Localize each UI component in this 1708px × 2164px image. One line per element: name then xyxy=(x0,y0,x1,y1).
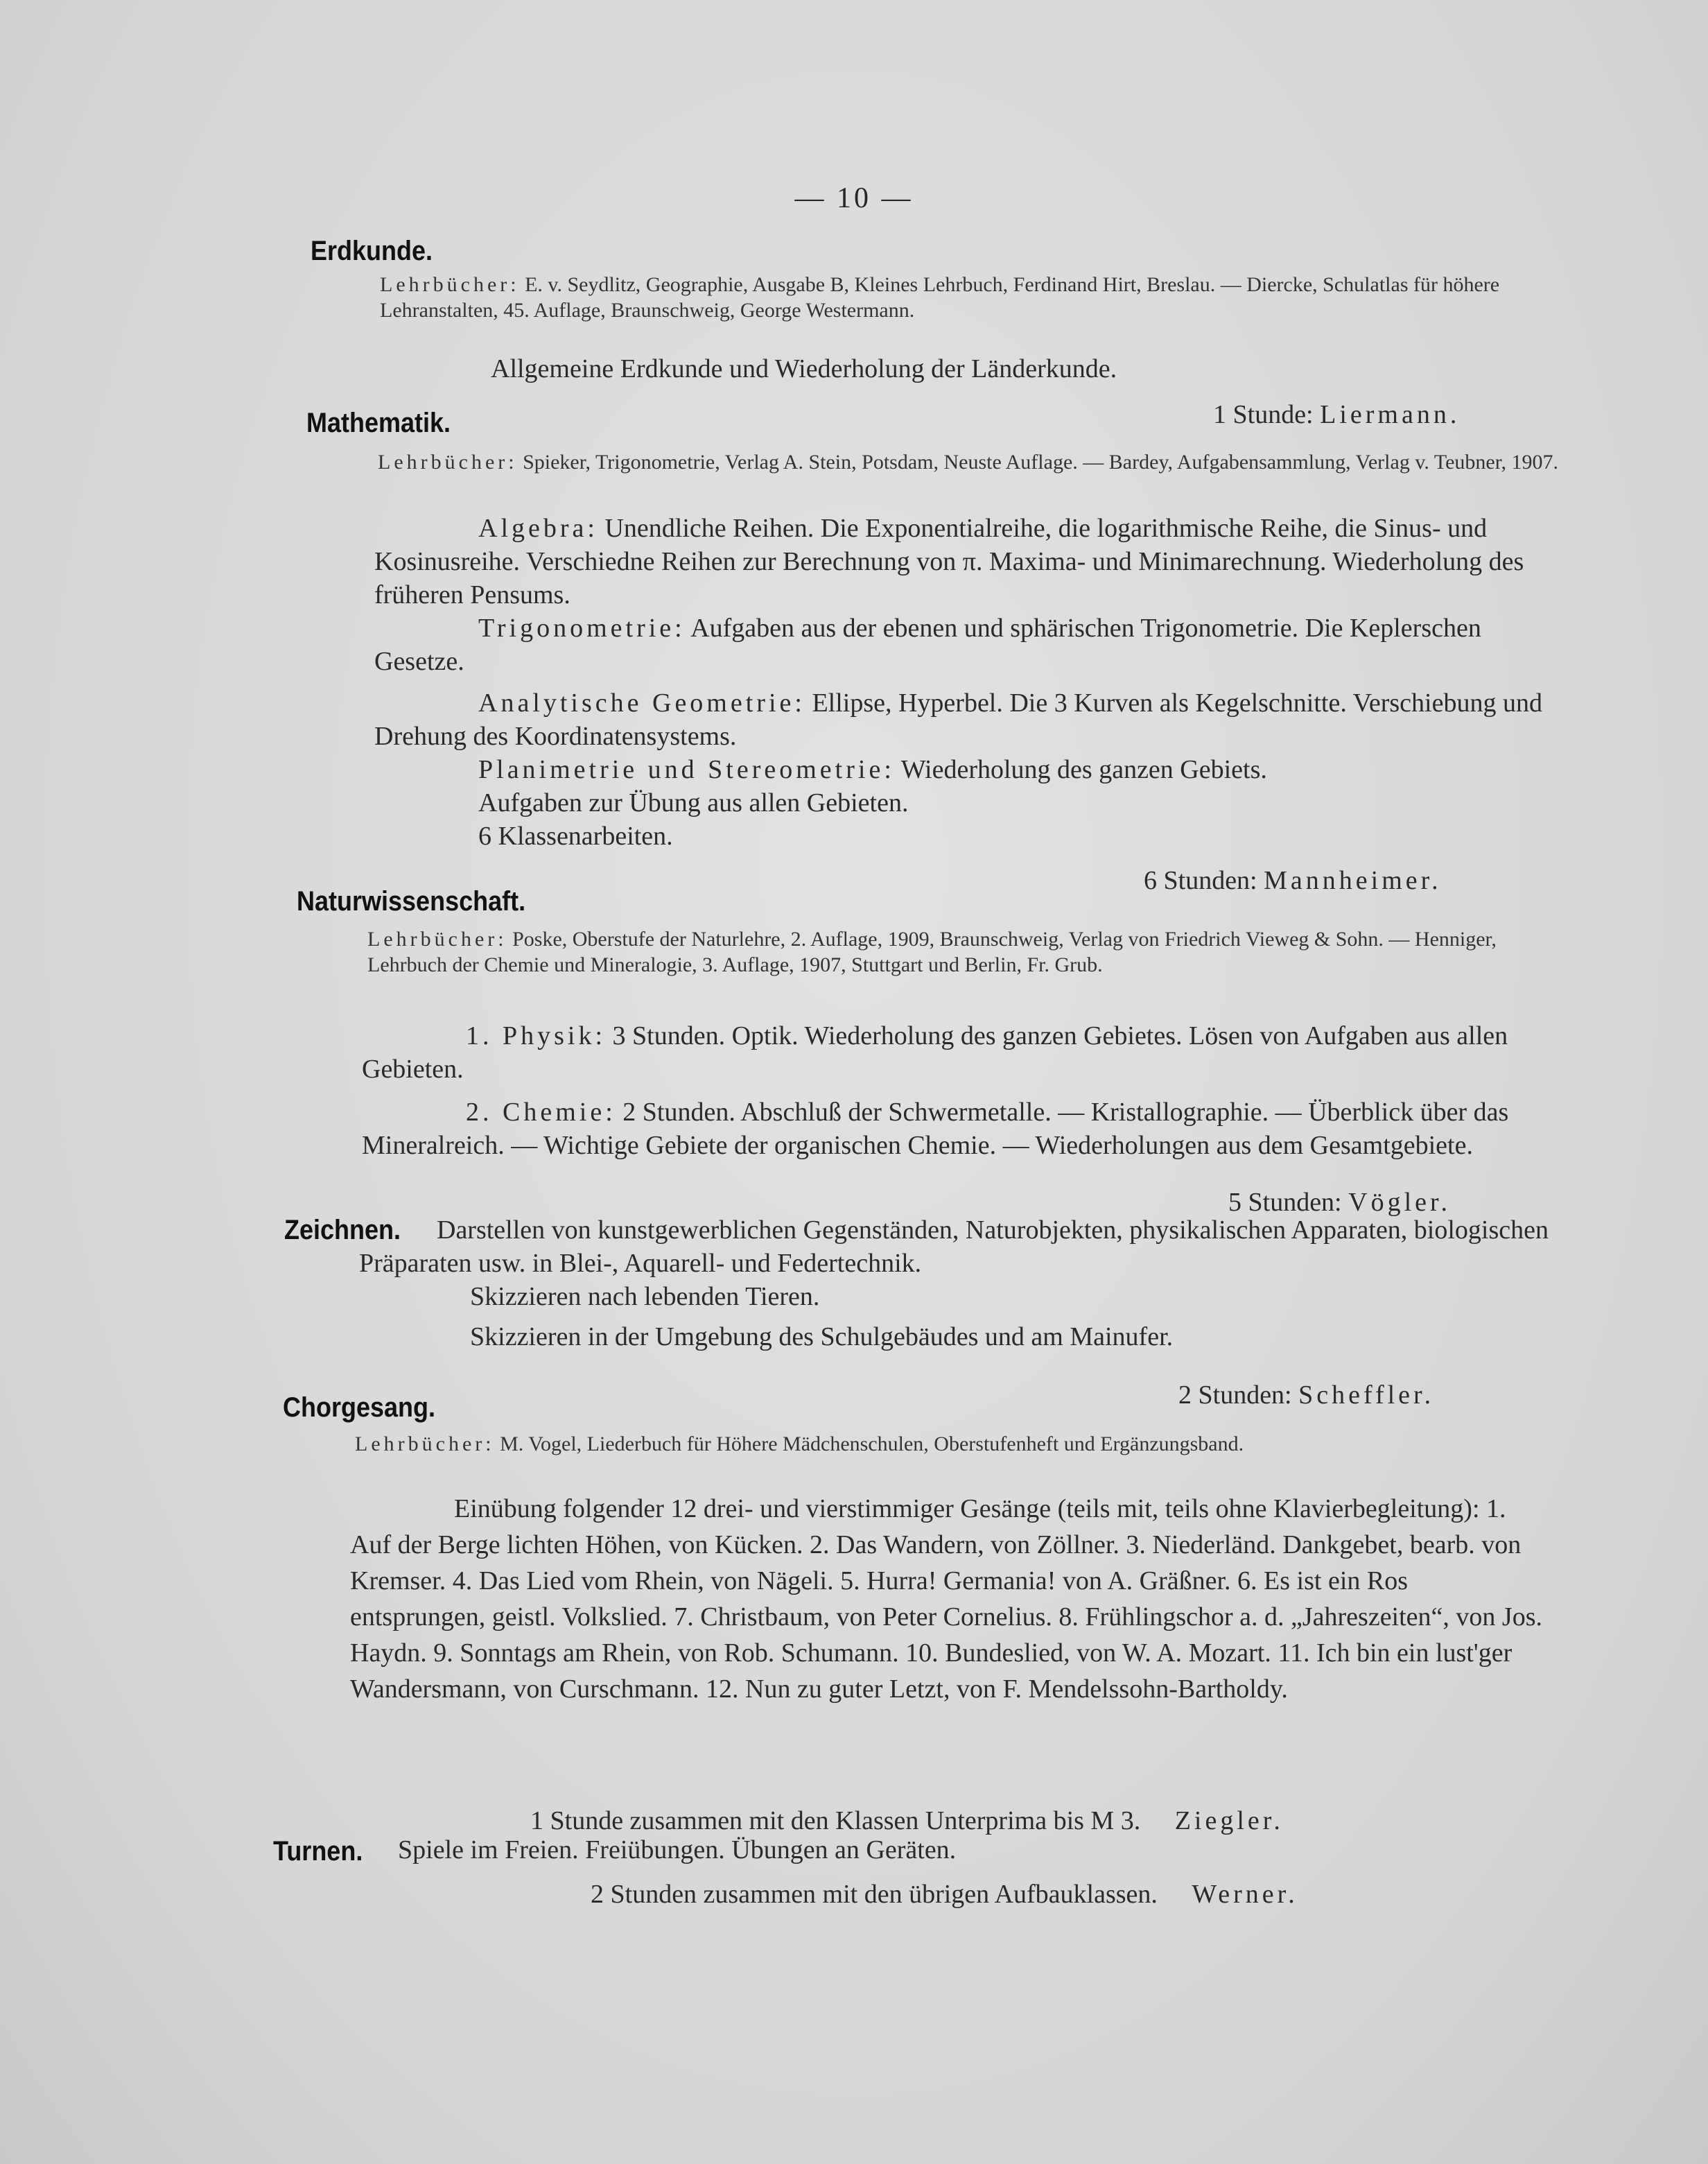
hours-text: 5 Stunden: xyxy=(1228,1188,1342,1217)
teacher-name: Vögler. xyxy=(1348,1188,1452,1217)
heading-chorgesang: Chorgesang. xyxy=(283,1392,436,1423)
zeichnen-hours xyxy=(1178,1380,1434,1410)
analyt-label: Analytische Geometrie: xyxy=(478,689,805,718)
trig-paragraph xyxy=(374,612,1574,678)
chorgesang-songs: Einübung folgender 12 drei- und vierstimmiger Gesänge (teils mit, teils ohne Klavierbegleitung): 1. Auf der Berge lichten Höhen, von Kücken. 2. Das Wandern, von Zöllner. 3. Niederländ. Dankgebet, bearb. von Kremser. 4. Das Lied vom Rhein, von Nägeli. 5. Hurra! Germania! von A. Gräßner. 6. Es ist ein Ros entsprungen, geistl. Volkslied. 7. Christbaum, von Peter Cornelius. 8. Frühlingschor a. d. „Jahreszeiten“, von Jos. Haydn. 9. Sonntags am Rhein, von Rob. Schumann. 10. Bundeslied, von W. A. Mozart. 11. Ich bin ein lust'ger Wandersmann, von Curschmann. 12. Nun zu guter Letzt, von F. Mendelssohn-Bartholdy. xyxy=(350,1494,1542,1704)
chorgesang-content xyxy=(350,1491,1542,1707)
chorgesang-books xyxy=(355,1431,1540,1457)
chemie-text: 2 Stunden. Abschluß der Schwermetalle. — Kristallographie. — Überblick über das Mineralreich. — Wichtige Gebiete der organischen Chemie. — Wiederholungen aus dem Gesamtgebiete. xyxy=(362,1098,1509,1160)
chemie-paragraph xyxy=(362,1096,1554,1162)
physik-paragraph xyxy=(362,1019,1554,1086)
books-label: Lehrbücher: xyxy=(367,928,507,951)
algebra-text: Unendliche Reihen. Die Exponentialreihe, die logarithmische Reihe, die Sinus- und Kosinusreihe. Verschiedne Reihen zur Berechnung von π. Maxima- und Minimarechnung. Wiederholung des früheren Pensums. xyxy=(374,514,1524,609)
plani-label: Planimetrie und Stereometrie: xyxy=(478,755,895,784)
trig-text: Aufgaben aus der ebenen und sphärischen Trigonometrie. Die Keplerschen Gesetze. xyxy=(374,614,1481,676)
teacher-name: Ziegler. xyxy=(1174,1806,1284,1835)
algebra-paragraph xyxy=(374,512,1574,612)
aufgaben-line: Aufgaben zur Übung aus allen Gebieten. xyxy=(478,788,909,817)
analyt-text: Ellipse, Hyperbel. Die 3 Kurven als Kegelschnitte. Verschiebung und Drehung des Koordinatensystems. xyxy=(374,689,1542,751)
zeichnen-content: Darstellen von kunstgewerblichen Gegenständen, Naturobjekten, physikalischen Apparaten, biologischen Präparaten usw. in Blei-, Aquarell- und Federtechnik. xyxy=(359,1215,1549,1278)
trig-label: Trigonometrie: xyxy=(478,614,686,643)
hours-text: 2 Stunden zusammen mit den übrigen Aufbauklassen. xyxy=(591,1880,1158,1909)
heading-erdkunde: Erdkunde. xyxy=(311,236,433,266)
hours-text: 6 Stunden: xyxy=(1144,866,1257,895)
books-label: Lehrbücher: xyxy=(378,451,518,474)
algebra-label: Algebra: xyxy=(478,514,598,543)
books-label: Lehrbücher: xyxy=(380,273,520,296)
chorgesang-hours xyxy=(530,1806,1284,1836)
mathematik-body xyxy=(374,512,1574,853)
mathematik-hours xyxy=(1144,865,1442,896)
naturwissenschaft-books xyxy=(367,926,1553,978)
hours-text: 1 Stunde: xyxy=(1213,400,1314,429)
chemie-label: 2. Chemie: xyxy=(466,1098,616,1127)
hours-text: 1 Stunde zusammen mit den Klassen Unterprima bis M 3. xyxy=(530,1806,1141,1835)
naturwissenschaft-body xyxy=(362,1019,1554,1162)
skizzieren-line-1: Skizzieren nach lebenden Tieren. xyxy=(470,1282,820,1311)
hours-text: 2 Stunden: xyxy=(1178,1380,1292,1410)
plani-paragraph xyxy=(374,753,1574,786)
erdkunde-books xyxy=(380,272,1572,323)
books-text: Spieker, Trigonometrie, Verlag A. Stein, Potsdam, Neuste Auflage. — Bardey, Aufgabensammlung, Verlag v. Teubner, 1907. xyxy=(523,451,1558,474)
physik-label: 1. Physik: xyxy=(466,1021,607,1050)
klassenarbeiten-line: 6 Klassenarbeiten. xyxy=(478,822,673,851)
turnen-content: Spiele im Freien. Freiübungen. Übungen an Geräten. xyxy=(398,1835,957,1864)
zeichnen-body xyxy=(359,1213,1551,1353)
teacher-name: Werner. xyxy=(1192,1880,1298,1909)
teacher-name: Scheffler. xyxy=(1298,1380,1435,1410)
heading-zeichnen: Zeichnen. xyxy=(284,1215,401,1245)
turnen-hours xyxy=(591,1879,1298,1910)
books-text: M. Vogel, Liederbuch für Höhere Mädchenschulen, Oberstufenheft und Ergänzungsband. xyxy=(500,1432,1244,1455)
teacher-name: Liermann. xyxy=(1320,400,1461,429)
heading-turnen: Turnen. xyxy=(273,1836,363,1867)
analyt-paragraph xyxy=(374,686,1574,753)
books-label: Lehrbücher: xyxy=(355,1432,495,1455)
skizzieren-line-2: Skizzieren in der Umgebung des Schulgebäudes und am Mainufer. xyxy=(470,1322,1174,1351)
erdkunde-content: Allgemeine Erdkunde und Wiederholung der Länderkunde. xyxy=(491,354,1117,383)
teacher-name: Mannheimer. xyxy=(1264,866,1442,895)
heading-naturwissenschaft: Naturwissenschaft. xyxy=(297,886,526,917)
mathematik-books xyxy=(378,449,1574,475)
erdkunde-hours xyxy=(1213,399,1460,430)
books-text: Poske, Oberstufe der Naturlehre, 2. Auflage, 1909, Braunschweig, Verlag von Friedrich Vieweg & Sohn. — Henniger, Lehrbuch der Chemie und Mineralogie, 3. Auflage, 1907, Stuttgart und Berlin, Fr. Grub. xyxy=(367,928,1497,976)
books-text: E. v. Seydlitz, Geographie, Ausgabe B, Kleines Lehrbuch, Ferdinand Hirt, Breslau. — Diercke, Schulatlas für höhere Lehranstalten, 45. Auflage, Braunschweig, George Westermann. xyxy=(380,273,1500,322)
heading-mathematik: Mathematik. xyxy=(306,408,451,438)
page-number: — 10 — xyxy=(794,182,914,214)
physik-text: 3 Stunden. Optik. Wiederholung des ganzen Gebietes. Lösen von Aufgaben aus allen Gebieten. xyxy=(362,1021,1508,1084)
plani-text: Wiederholung des ganzen Gebiets. xyxy=(900,755,1267,784)
